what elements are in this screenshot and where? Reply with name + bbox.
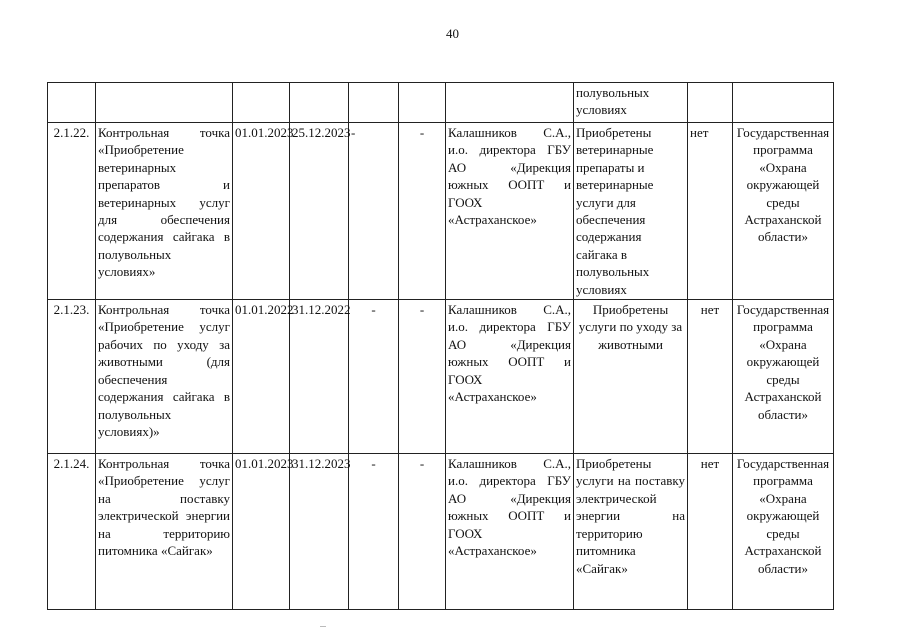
- program-cell: Государственная программа «Охрана окружающей среды Астраханской области»: [733, 123, 834, 300]
- row-number: 2.1.24.: [48, 454, 96, 610]
- dash-cell: -: [349, 300, 399, 454]
- row-number: 2.1.22.: [48, 123, 96, 300]
- continuation-row: [48, 83, 834, 123]
- end-date: 31.12.2022: [290, 300, 349, 454]
- dash-cell: -: [399, 123, 446, 300]
- result-cell: Приобретены ветеринарные препараты и ветеринарные услуги для обеспечения содержания сайгака в полувольных условиях: [574, 123, 688, 300]
- flag-cell: нет: [688, 300, 733, 454]
- plan-table: [47, 82, 834, 610]
- flag-cell: нет: [688, 123, 733, 300]
- cell-empty: [48, 83, 96, 123]
- program-cell: Государственная программа «Охрана окружающей среды Астраханской области»: [733, 454, 834, 610]
- table-row: [48, 454, 834, 610]
- event-name: Контрольная точка «Приобретение услуг рабочих по уходу за животными (для обеспечения содержания сайгака в полувольных условиях)»: [96, 300, 233, 454]
- responsible: Калашников С.А., и.о. директора ГБУ АО «Дирекция южных ООПТ и ГООХ «Астраханское»: [446, 123, 574, 300]
- table-row: [48, 123, 834, 300]
- cell-empty: [688, 83, 733, 123]
- dash-cell: -: [349, 123, 399, 300]
- cell-empty: [733, 83, 834, 123]
- cell-empty: [446, 83, 574, 123]
- program-cell: Государственная программа «Охрана окружающей среды Астраханской области»: [733, 300, 834, 454]
- start-date: 01.01.2023: [233, 454, 290, 610]
- cell-empty: [290, 83, 349, 123]
- flag-cell: нет: [688, 454, 733, 610]
- scan-mark: [320, 626, 326, 627]
- result-cell: полувольных условиях: [574, 83, 688, 123]
- start-date: 01.01.2023: [233, 123, 290, 300]
- table-row: [48, 300, 834, 454]
- result-cell: Приобретены услуги по уходу за животными: [574, 300, 688, 454]
- page-number: 40: [446, 26, 459, 41]
- event-name: Контрольная точка «Приобретение ветеринарных препаратов и ветеринарных услуг для обеспечения содержания сайгака в полувольных условиях»: [96, 123, 233, 300]
- cell-empty: [233, 83, 290, 123]
- start-date: 01.01.2022: [233, 300, 290, 454]
- event-name: Контрольная точка «Приобретение услуг на поставку электрической энергии на территорию питомника «Сайгак»: [96, 454, 233, 610]
- cell-empty: [349, 83, 399, 123]
- end-date: 31.12.2023: [290, 454, 349, 610]
- cell-empty: [96, 83, 233, 123]
- responsible: Калашников С.А., и.о. директора ГБУ АО «Дирекция южных ООПТ и ГООХ «Астраханское»: [446, 454, 574, 610]
- dash-cell: -: [349, 454, 399, 610]
- result-cell: Приобретены услуги на поставку электрической энергии на территорию питомника «Сайгак»: [574, 454, 688, 610]
- responsible: Калашников С.А., и.о. директора ГБУ АО «Дирекция южных ООПТ и ГООХ «Астраханское»: [446, 300, 574, 454]
- cell-empty: [399, 83, 446, 123]
- dash-cell: -: [399, 300, 446, 454]
- row-number: 2.1.23.: [48, 300, 96, 454]
- dash-cell: -: [399, 454, 446, 610]
- end-date: 25.12.2023: [290, 123, 349, 300]
